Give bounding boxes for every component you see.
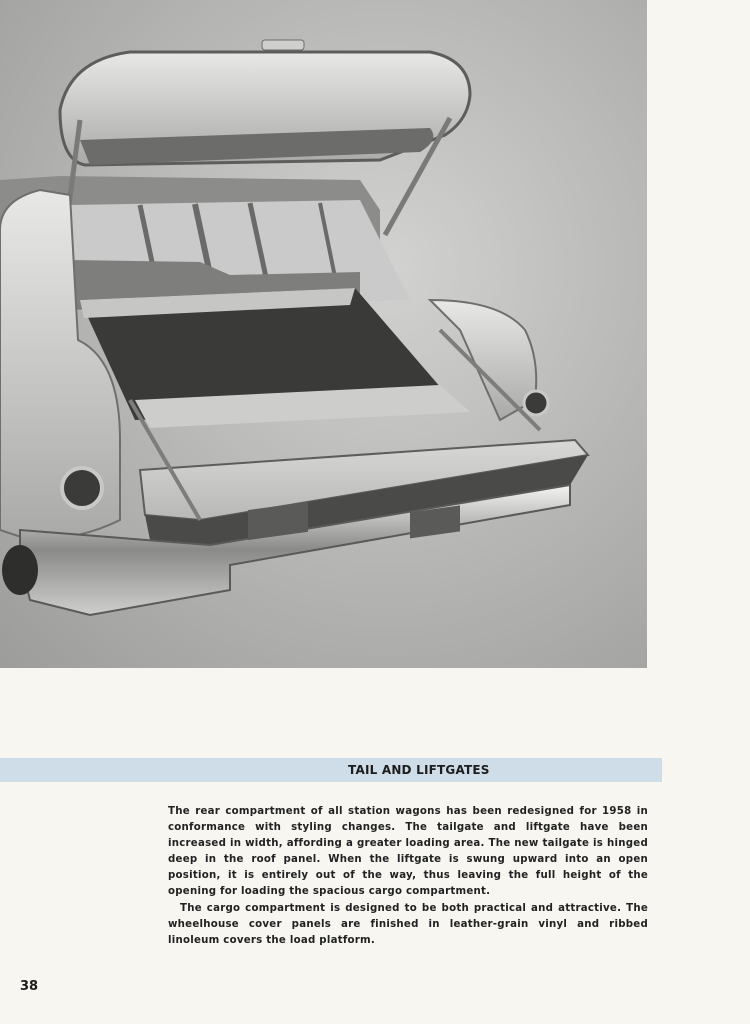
section-heading-band: [0, 758, 662, 782]
body-text: [168, 804, 648, 949]
paragraph-1: The rear compartment of all station wagons has been redesigned for 1958 in conformance with styling changes. The tailgate and liftgate have been increased in width, affording a greater loading area. The new tailgate is hinged deep in the roof panel. When the liftgate is swung upward into an open position, it is entirely out of the way, thus leaving the full height of the opening for loading the spacious cargo compartment.: [168, 806, 648, 898]
paragraph-2: The cargo compartment is designed to be both practical and attractive. The wheelhouse cover panels are finished in leather-grain vinyl and ribbed linoleum covers the load platform.: [168, 902, 648, 946]
section-title: TAIL AND LIFTGATES: [348, 763, 490, 777]
page-number: 38: [20, 979, 39, 994]
